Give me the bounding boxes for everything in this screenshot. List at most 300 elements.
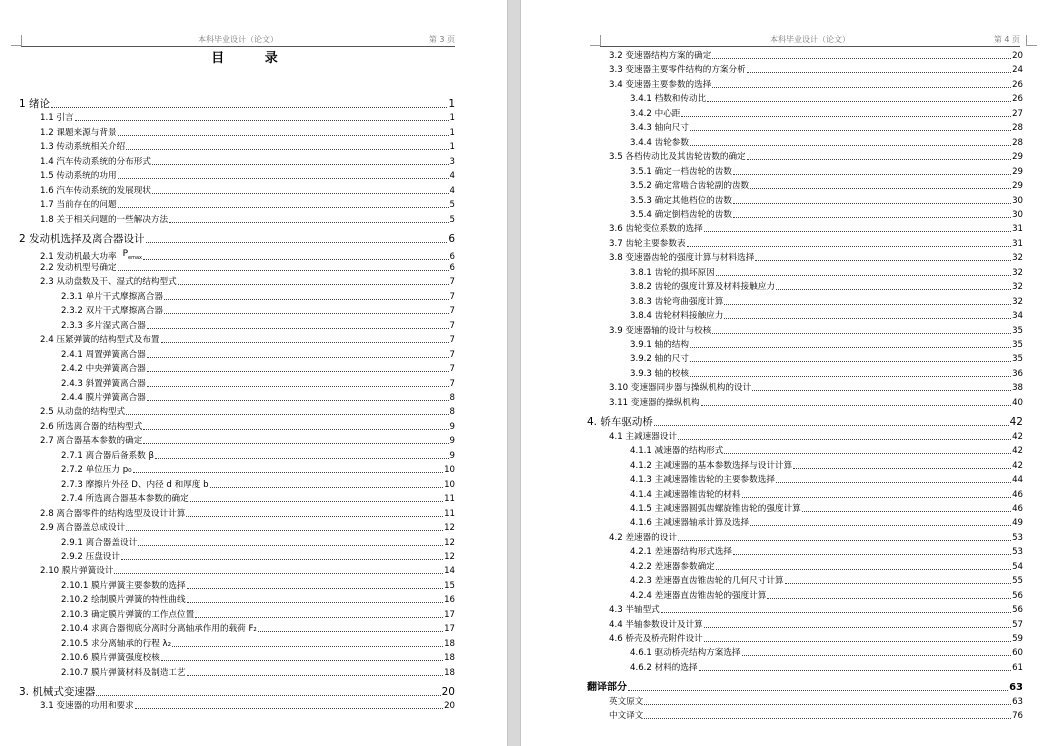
toc-entry-title: 3.8.4 齿轮材料接触应力 <box>630 311 724 322</box>
toc-entry-page: 26 <box>1012 94 1023 105</box>
toc-entry[interactable] <box>40 421 455 433</box>
toc-entry-page: 42 <box>1012 460 1023 471</box>
toc-entry[interactable] <box>630 108 1023 120</box>
toc-entry-page: 30 <box>1012 195 1023 206</box>
dot-leader <box>690 347 1011 348</box>
toc-entry-page: 20 <box>1012 51 1023 61</box>
toc-entry[interactable] <box>630 546 1023 558</box>
toc-entry-page: 44 <box>1012 475 1023 486</box>
toc-entry[interactable] <box>19 233 455 246</box>
toc-entry-title: 3.4.2 中心距 <box>630 108 681 119</box>
toc-entry-page: 31 <box>1012 224 1023 235</box>
toc-entry[interactable] <box>630 445 1023 457</box>
toc-entry[interactable] <box>19 98 455 111</box>
toc-entry-title: 1.3 传动系统相关介绍 <box>40 142 126 153</box>
toc-entry[interactable] <box>630 180 1023 192</box>
dot-leader <box>704 231 1011 232</box>
toc-entry-title: 2.9.2 压盘设计 <box>61 551 120 562</box>
toc-entry-page: 9 <box>449 450 455 461</box>
toc-entry-page: 1 <box>449 127 455 138</box>
toc-entry-page: 9 <box>449 436 455 447</box>
toc-entry-title: 2.10.3 确定膜片弹簧的工作点位置 <box>61 609 195 620</box>
toc-entry[interactable] <box>40 522 455 534</box>
dot-leader <box>114 573 443 574</box>
toc-entry-page: 7 <box>449 291 455 302</box>
toc-entry[interactable] <box>630 489 1023 501</box>
toc-entry-page: 7 <box>449 277 455 288</box>
toc-entry[interactable] <box>630 590 1023 602</box>
toc-entry[interactable] <box>40 508 455 520</box>
toc-entry[interactable] <box>40 170 455 182</box>
toc-entry-title: 2.3.2 双片干式摩擦离合器 <box>61 306 163 317</box>
toc-entry-page: 42 <box>1009 416 1023 429</box>
dot-leader <box>51 107 447 108</box>
toc-entry-title: 2 发动机选择及离合器设计 <box>19 233 145 246</box>
toc-entry[interactable] <box>630 474 1023 486</box>
toc-entry[interactable] <box>630 267 1023 279</box>
toc-entry-title: 2.10.5 求分离轴承的行程 λ₂ <box>61 638 172 649</box>
toc-entry[interactable] <box>40 334 455 346</box>
toc-entry[interactable] <box>61 479 455 491</box>
toc-entry-title: 4.6.2 材料的选择 <box>630 662 698 673</box>
toc-entry-page: 7 <box>449 349 455 360</box>
toc-entry[interactable] <box>609 252 1023 264</box>
toc-entry-title: 1 绪论 <box>19 98 51 110</box>
toc-entry[interactable] <box>630 575 1023 587</box>
toc-entry-title: 英文原文 <box>609 696 644 707</box>
dot-leader <box>776 482 1011 483</box>
dot-leader <box>118 207 449 208</box>
dot-leader <box>152 193 449 194</box>
toc-entry-page: 32 <box>1012 267 1023 278</box>
dot-leader <box>178 284 449 285</box>
toc-entry-page: 17 <box>444 624 455 635</box>
toc-entry[interactable] <box>61 349 455 361</box>
toc-entry[interactable] <box>40 406 455 418</box>
toc-entry-title: 1.7 当前存在的问题 <box>40 200 117 211</box>
toc-entry[interactable] <box>630 339 1023 351</box>
toc-entry-page: 4 <box>449 171 455 182</box>
dot-leader <box>169 222 448 223</box>
toc-entry-title: 4.6 桥壳及桥壳附件设计 <box>609 634 703 644</box>
toc-entry-title: 2.4.2 中央弹簧离合器 <box>61 364 146 375</box>
toc-entry[interactable] <box>609 151 1023 163</box>
toc-entry[interactable] <box>587 416 1023 429</box>
toc-entry-title: 4.1 主减速器设计 <box>609 431 677 442</box>
toc-entry-page: 29 <box>1012 166 1023 177</box>
toc-entry[interactable] <box>19 686 455 699</box>
dot-leader <box>135 708 443 709</box>
toc-entry[interactable] <box>40 127 455 139</box>
toc-entry[interactable] <box>61 667 455 679</box>
dot-leader <box>724 453 1011 454</box>
toc-entry[interactable] <box>40 112 455 124</box>
toc-entry-page: 34 <box>1012 311 1023 322</box>
dot-leader <box>747 72 1011 73</box>
dot-leader <box>96 695 440 696</box>
toc-entry-page: 29 <box>1012 152 1023 163</box>
toc-entry-page: 28 <box>1012 123 1023 134</box>
toc-entry-title: 1.5 传动系统的功用 <box>40 171 117 182</box>
toc-entry-title: 2.4 压紧弹簧的结构型式及布置 <box>40 335 160 346</box>
toc-entry-title: 1.4 汽车传动系统的分布形式 <box>40 156 151 167</box>
toc-entry[interactable] <box>609 431 1023 443</box>
toc-entry-page: 46 <box>1012 503 1023 514</box>
dot-leader <box>143 443 448 444</box>
toc-entry[interactable] <box>630 281 1023 293</box>
toc-entry[interactable] <box>630 137 1023 149</box>
toc-entry[interactable] <box>609 604 1023 616</box>
toc-entry[interactable] <box>630 368 1023 380</box>
toc-entry-title: 2.4.4 膜片弹簧离合器 <box>61 393 146 403</box>
toc-entry-page: 1 <box>449 142 455 153</box>
toc-entry[interactable] <box>609 223 1023 235</box>
toc-entry[interactable] <box>609 382 1023 394</box>
toc-entry-title: 2.4.1 周置弹簧离合器 <box>61 349 146 360</box>
toc-entry-page: 63 <box>1012 696 1023 707</box>
dot-leader <box>704 627 1011 628</box>
dot-leader <box>164 299 449 300</box>
dot-leader <box>118 178 449 179</box>
toc-entry[interactable] <box>61 537 455 549</box>
toc-entry-page: 36 <box>1012 368 1023 379</box>
toc-entry[interactable] <box>630 517 1023 529</box>
toc-entry-title: 2.7.4 所选离合器基本参数的确定 <box>61 494 189 505</box>
dot-leader <box>716 569 1011 570</box>
toc-entry-page: 55 <box>1012 576 1023 587</box>
toc-entry[interactable] <box>40 214 455 226</box>
dot-leader <box>147 400 449 401</box>
dot-leader <box>644 704 1011 705</box>
toc-entry-title: 2.2 发动机型号确定 <box>40 262 117 273</box>
dot-leader <box>687 246 1012 247</box>
dot-leader <box>147 328 449 329</box>
toc-entry[interactable] <box>630 122 1023 134</box>
dot-leader <box>724 318 1011 319</box>
toc-entry-page: 30 <box>1012 209 1023 220</box>
dot-leader <box>152 164 449 165</box>
toc-entry-title: 3.8.1 齿轮的损坏原因 <box>630 267 715 278</box>
toc-entry-page: 20 <box>444 701 455 712</box>
toc-entry-page: 54 <box>1012 561 1023 572</box>
toc-entry[interactable] <box>630 195 1023 207</box>
toc-entry[interactable] <box>61 652 455 664</box>
toc-entry[interactable] <box>40 276 455 288</box>
toc-entry[interactable] <box>609 325 1023 337</box>
toc-entry-title: 2.10.6 膜片弹簧强度校核 <box>61 653 160 664</box>
toc-entry-title: 2.3.1 单片干式摩擦离合器 <box>61 291 163 302</box>
toc-entry-title: 2.10.7 膜片弹簧材料及制造工艺 <box>61 667 186 678</box>
dot-leader <box>681 116 1011 117</box>
toc-entry-page: 61 <box>1012 662 1023 673</box>
toc-entry[interactable] <box>40 141 455 153</box>
toc-entry[interactable] <box>40 565 455 577</box>
margin-corner-mark <box>1026 35 1037 46</box>
dot-leader <box>143 259 449 260</box>
toc-entry-page: 24 <box>1012 65 1023 76</box>
toc-entry-page: 5 <box>449 200 455 211</box>
dot-leader <box>661 612 1011 613</box>
toc-entry-page: 59 <box>1012 634 1023 644</box>
toc-entry[interactable] <box>609 64 1023 76</box>
toc-entry[interactable] <box>609 710 1023 722</box>
toc-entry[interactable] <box>40 700 455 712</box>
toc-entry[interactable] <box>61 450 455 462</box>
toc-entry[interactable] <box>40 199 455 211</box>
toc-entry[interactable] <box>609 619 1023 631</box>
toc-entry[interactable] <box>61 320 455 332</box>
dot-leader <box>121 559 443 560</box>
dot-leader <box>747 159 1011 160</box>
dot-leader <box>195 617 443 618</box>
dot-leader <box>118 135 449 136</box>
header-page-number: 第 4 页 <box>993 35 1020 44</box>
toc-entry-title: 2.7.2 单位压力 p₀ <box>61 465 132 476</box>
toc-entry[interactable] <box>609 238 1023 250</box>
toc-entry-title: 2.7.1 离合器后备系数 β <box>61 450 154 461</box>
dot-leader <box>126 530 443 531</box>
toc-entry[interactable] <box>61 638 455 650</box>
toc-entry-page: 35 <box>1012 340 1023 350</box>
toc-entry-title: 3.5.1 确定一档齿轮的齿数 <box>630 166 732 177</box>
dot-leader <box>690 361 1011 362</box>
toc-entry-page: 6 <box>448 233 455 246</box>
page-gutter <box>507 0 521 746</box>
dot-leader <box>161 660 443 661</box>
dot-leader <box>716 275 1011 276</box>
toc-entry-page: 63 <box>1009 682 1023 694</box>
toc-entry-page: 18 <box>444 667 455 678</box>
toc-entry[interactable] <box>61 609 455 621</box>
toc-entry-page: 35 <box>1012 325 1023 336</box>
toc-entry-page: 29 <box>1012 181 1023 192</box>
toc-entry-page: 7 <box>449 364 455 375</box>
toc-entry[interactable] <box>40 185 455 197</box>
dot-leader <box>678 439 1011 440</box>
toc-entry[interactable] <box>609 79 1023 91</box>
toc-entry[interactable] <box>61 594 455 606</box>
toc-entry[interactable] <box>587 681 1023 694</box>
page-header <box>21 34 455 47</box>
toc-entry-page: 26 <box>1012 79 1023 90</box>
dot-leader <box>701 405 1011 406</box>
toc-entry-title: 中文译文 <box>609 711 644 722</box>
toc-entry-title: 3.4 变速器主要参数的选择 <box>609 79 712 90</box>
dot-leader <box>742 497 1012 498</box>
toc-entry-title: 2.10.1 膜片弹簧主要参数的选择 <box>61 580 186 591</box>
dot-leader <box>767 598 1011 599</box>
toc-entry[interactable] <box>61 464 455 476</box>
toc-entry-page: 18 <box>444 653 455 664</box>
toc-entry[interactable] <box>630 296 1023 308</box>
toc-entry-page: 20 <box>441 686 455 698</box>
dot-leader <box>118 270 449 271</box>
toc-entry-title: 3.4.3 轴向尺寸 <box>630 123 689 134</box>
toc-entry[interactable] <box>61 305 455 317</box>
toc-entry[interactable] <box>40 435 455 447</box>
toc-entry-page: 10 <box>444 479 455 490</box>
toc-entry-page: 42 <box>1012 431 1023 442</box>
toc-entry[interactable] <box>61 378 455 390</box>
formula-symbol: $P_{emax}$ <box>122 248 142 261</box>
dot-leader <box>678 540 1011 541</box>
toc-entry-title: 3.11 变速器的操纵机构 <box>609 397 700 408</box>
dot-leader <box>133 472 443 473</box>
toc-entry[interactable] <box>61 291 455 303</box>
toc-entry[interactable] <box>40 262 455 274</box>
toc-entry-title: 4.2.3 差速器直齿锥齿轮的几何尺寸计算 <box>630 576 784 587</box>
toc-entry-title: 4.2 差速器的设计 <box>609 532 677 543</box>
dot-leader <box>752 390 1011 391</box>
toc-entry[interactable] <box>61 493 455 505</box>
page-header <box>600 34 1020 47</box>
dot-leader <box>733 554 1011 555</box>
toc-entry-title: 3.5.4 确定倒档齿轮的齿数 <box>630 209 732 220</box>
toc-entry[interactable] <box>61 580 455 592</box>
dot-leader <box>147 357 449 358</box>
toc-entry-title: 3.7 齿轮主要参数表 <box>609 238 686 249</box>
toc-entry-page: 9 <box>449 421 455 432</box>
toc-entry-title: 4.1.4 主减速器锥齿轮的材料 <box>630 489 741 500</box>
toc-entry-title: 3.2 变速器结构方案的确定 <box>609 51 712 61</box>
dot-leader <box>258 631 443 632</box>
dot-leader <box>704 641 1011 642</box>
toc-entry-title: 3.3 变速器主要零件结构的方案分析 <box>609 65 746 76</box>
toc-entry-title: 2.3.3 多片湿式离合器 <box>61 320 146 331</box>
toc-entry-title: 2.10.2 绘制膜片弹簧的特性曲线 <box>61 595 186 606</box>
toc-entry[interactable] <box>61 623 455 635</box>
toc-entry-page: 27 <box>1012 108 1023 119</box>
toc-entry-title: 3.8 变速器齿轮的强度计算与材料选择 <box>609 253 755 264</box>
toc-entry-page: 16 <box>444 595 455 606</box>
dot-leader <box>724 304 1011 305</box>
toc-entry-title: 4.4 半轴参数设计及计算 <box>609 619 703 630</box>
toc-title: 目 录 <box>211 51 296 66</box>
toc-entry-page: 3 <box>449 156 455 167</box>
toc-entry-title: 1.8 关于相关问题的一些解决方法 <box>40 214 169 225</box>
header-page-number: 第 3 页 <box>428 35 455 44</box>
toc-entry-page: 17 <box>444 609 455 620</box>
toc-entry-page: 4 <box>449 185 455 196</box>
toc-entry-title: 3.6 齿轮变位系数的选择 <box>609 224 703 235</box>
dot-leader <box>733 217 1011 218</box>
toc-entry[interactable] <box>630 647 1023 659</box>
toc-entry-title: 4.2.2 差速器参数确定 <box>630 561 715 572</box>
dot-leader <box>733 203 1011 204</box>
toc-entry[interactable] <box>630 662 1023 674</box>
toc-entry-page: 12 <box>444 551 455 562</box>
toc-entry-page: 46 <box>1012 489 1023 500</box>
toc-entry-title: 2.4.3 斜置弹簧离合器 <box>61 378 146 389</box>
dot-leader <box>187 675 443 676</box>
toc-entry-page: 32 <box>1012 253 1023 264</box>
dot-leader <box>699 670 1011 671</box>
toc-entry-title: 4.1.3 主减速器锥齿轮的主要参数选择 <box>630 475 775 486</box>
toc-entry-page: 53 <box>1012 547 1023 558</box>
toc-entry[interactable] <box>630 209 1023 221</box>
toc-entry[interactable] <box>40 248 455 264</box>
toc-entry-title: 3.10 变速器同步器与操纵机构的设计 <box>609 383 752 394</box>
toc-entry-title: 4.2.4 差速器直齿锥齿轮的强度计算 <box>630 590 767 601</box>
toc-entry-page: 12 <box>444 537 455 548</box>
toc-entry-title: 3.9 变速器轴的设计与校核 <box>609 325 712 336</box>
toc-entry-page: 7 <box>449 306 455 317</box>
toc-entry-title: 1.2 课题来源与背景 <box>40 127 117 138</box>
toc-entry-title: 4. 轿车驱动桥 <box>587 416 653 429</box>
dot-leader <box>75 120 449 121</box>
dot-leader <box>690 130 1011 131</box>
toc-entry-title: 4.1.1 减速器的结构形式 <box>630 446 724 457</box>
toc-entry-title: 2.1 发动机最大功率 <box>40 252 117 263</box>
dot-leader <box>644 718 1011 719</box>
toc-entry[interactable] <box>630 310 1023 322</box>
toc-entry-title: 3.5 各档传动比及其齿轮齿数的确定 <box>609 152 746 163</box>
toc-entry[interactable] <box>630 166 1023 178</box>
toc-entry[interactable] <box>630 353 1023 365</box>
toc-entry-title: 4.2.1 差速器结构形式选择 <box>630 547 732 558</box>
toc-entry-title: 2.10.4 求离合器彻底分离时分离轴承作用的载荷 F₂ <box>61 624 257 635</box>
toc-entry-title: 3. 机械式变速器 <box>19 686 96 698</box>
header-title: 本科毕业设计（论文） <box>198 35 278 44</box>
toc-entry[interactable] <box>609 50 1023 62</box>
toc-entry-page: 60 <box>1012 648 1023 659</box>
toc-entry[interactable] <box>609 696 1023 708</box>
dot-leader <box>164 313 449 314</box>
dot-leader <box>750 525 1011 526</box>
toc-entry-title: 翻译部分 <box>587 682 627 694</box>
toc-entry-title: 2.3 从动盘数及干、湿式的结构型式 <box>40 277 177 288</box>
toc-entry[interactable] <box>40 156 455 168</box>
toc-entry-title: 2.7.3 摩擦片外径 D、内径 d 和厚度 b <box>61 479 209 490</box>
dot-leader <box>793 468 1011 469</box>
toc-entry[interactable] <box>630 93 1023 105</box>
toc-entry-page: 53 <box>1012 532 1023 543</box>
toc-entry-page: 7 <box>449 335 455 346</box>
toc-entry-title: 2.7 离合器基本参数的确定 <box>40 436 143 447</box>
toc-entry[interactable] <box>609 633 1023 645</box>
toc-entry[interactable] <box>630 561 1023 573</box>
toc-entry-page: 76 <box>1012 711 1023 722</box>
toc-entry[interactable] <box>61 363 455 375</box>
toc-entry[interactable] <box>61 392 455 404</box>
dot-leader <box>186 516 443 517</box>
dot-leader <box>785 583 1012 584</box>
toc-entry-page: 6 <box>449 252 455 263</box>
toc-entry[interactable] <box>609 397 1023 409</box>
toc-entry-title: 3.9.1 轴的结构 <box>630 340 689 350</box>
toc-entry-title: 2.5 从动盘的结构型式 <box>40 407 126 418</box>
toc-entry-page: 8 <box>449 407 455 418</box>
right-page <box>521 0 1053 746</box>
toc-entry-page: 1 <box>449 113 455 124</box>
dot-leader <box>155 458 449 459</box>
dot-leader <box>707 101 1011 102</box>
toc-entry[interactable] <box>61 551 455 563</box>
toc-entry[interactable] <box>630 460 1023 472</box>
toc-entry-page: 56 <box>1012 590 1023 601</box>
toc-entry[interactable] <box>630 503 1023 515</box>
toc-entry-page: 7 <box>449 378 455 389</box>
dot-leader <box>146 242 448 243</box>
toc-entry-page: 12 <box>444 523 455 534</box>
dot-leader <box>654 425 1009 426</box>
toc-entry-page: 18 <box>444 638 455 649</box>
toc-entry-page: 32 <box>1012 296 1023 307</box>
toc-entry-page: 49 <box>1012 518 1023 529</box>
toc-entry[interactable] <box>609 532 1023 544</box>
dot-leader <box>742 655 1012 656</box>
toc-entry-page: 32 <box>1012 282 1023 293</box>
